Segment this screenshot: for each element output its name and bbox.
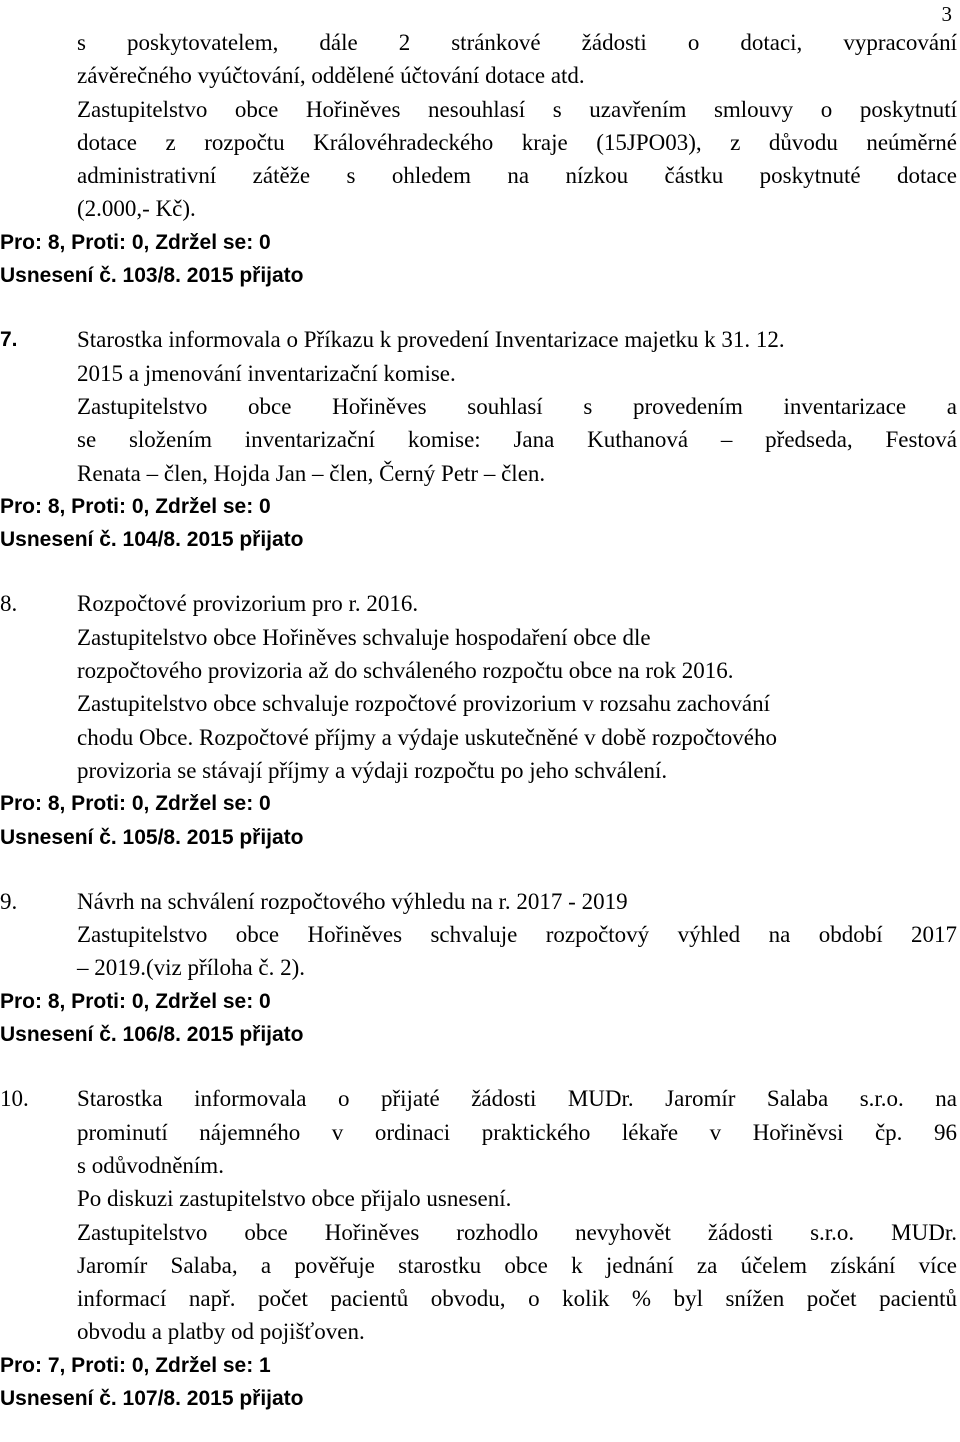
paragraph-line: s poskytovatelem, dále 2 stránkové žádosti o dotaci, vypracování bbox=[77, 30, 957, 55]
paragraph-line: se složením inventarizační komise: Jana Kuthanová – předseda, Festová bbox=[77, 427, 957, 453]
paragraph-line: chodu Obce. Rozpočtové příjmy a výdaje uskutečněné v době rozpočtového bbox=[77, 724, 777, 750]
paragraph-line: Po diskuzi zastupitelstvo obce přijalo usnesení. bbox=[77, 1186, 512, 1212]
paragraph-line: Jaromír Salaba, a pověřuje starostku obce k jednání za účelem získání více bbox=[77, 1252, 957, 1278]
title-text: Návrh na schválení rozpočtového výhledu na r. 2017 - 2019 bbox=[77, 888, 628, 914]
paragraph-line: Zastupitelstvo obce Hořiněves souhlasí s provedením inventarizace a bbox=[77, 393, 957, 419]
paragraph-line: obvodu a platby od pojišťoven. bbox=[77, 1319, 365, 1345]
resolution: Usnesení č. 105/8. 2015 přijato bbox=[0, 825, 304, 849]
agenda-item-number: 8. bbox=[0, 591, 18, 617]
document-body bbox=[0, 26, 957, 1415]
title-text: Rozpočtové provizorium pro r. 2016. bbox=[77, 591, 419, 617]
agenda-item-number: 7. bbox=[0, 328, 18, 352]
resolution: Usnesení č. 107/8. 2015 přijato bbox=[0, 1386, 304, 1410]
paragraph-line: Zastupitelstvo obce Hořiněves schvaluje hospodaření obce dle bbox=[77, 624, 651, 650]
paragraph-line: závěrečného vyúčtování, oddělené účtování dotace atd. bbox=[77, 63, 585, 89]
paragraph-line: rozpočtového provizoria až do schváleného rozpočtu obce na rok 2016. bbox=[77, 658, 734, 684]
paragraph-line: Zastupitelstvo obce Hořiněves schvaluje rozpočtový výhled na období 2017 bbox=[77, 922, 957, 948]
agenda-item-number: 10. bbox=[0, 1086, 29, 1112]
paragraph-line: Zastupitelstvo obce Hořiněves nesouhlasí s uzavřením smlouvy o poskytnutí bbox=[77, 96, 957, 122]
agenda-item-10 bbox=[0, 1082, 957, 1415]
paragraph-line: provizoria se stávají příjmy a výdaji rozpočtu po jeho schválení. bbox=[77, 757, 668, 783]
agenda-item-7 bbox=[0, 323, 957, 556]
agenda-item-number: 9. bbox=[0, 888, 18, 914]
agenda-item-title: 2015 a jmenování inventarizační komise. bbox=[77, 360, 456, 386]
vote-result: Pro: 7, Proti: 0, Zdržel se: 1 bbox=[0, 1353, 271, 1377]
paragraph-line: Zastupitelstvo obce schvaluje rozpočtové provizorium v rozsahu zachování bbox=[77, 691, 770, 717]
agenda-item-title bbox=[0, 1082, 957, 1115]
title-text: Starostka informovala o Příkazu k provedení Inventarizace majetku k 31. 12. bbox=[77, 327, 785, 353]
agenda-item-9 bbox=[0, 885, 957, 1051]
vote-result: Pro: 8, Proti: 0, Zdržel se: 0 bbox=[0, 230, 271, 254]
paragraph-line: Zastupitelstvo obce Hořiněves rozhodlo nevyhovět žádosti s.r.o. MUDr. bbox=[77, 1219, 957, 1245]
paragraph-line: (2.000,- Kč). bbox=[77, 196, 196, 222]
paragraph-line: Renata – člen, Hojda Jan – člen, Černý Petr – člen. bbox=[77, 460, 546, 486]
agenda-item-8 bbox=[0, 587, 957, 853]
resolution: Usnesení č. 103/8. 2015 přijato bbox=[0, 264, 304, 288]
resolution: Usnesení č. 106/8. 2015 přijato bbox=[0, 1023, 304, 1047]
agenda-item-title: prominutí nájemného v ordinaci praktického lékaře v Hořiněvsi čp. 96 bbox=[77, 1119, 957, 1145]
vote-result: Pro: 8, Proti: 0, Zdržel se: 0 bbox=[0, 989, 271, 1013]
agenda-item-title bbox=[0, 323, 957, 356]
vote-result: Pro: 8, Proti: 0, Zdržel se: 0 bbox=[0, 494, 271, 518]
agenda-item-title bbox=[0, 885, 957, 918]
page-number: 3 bbox=[941, 2, 952, 26]
agenda-item-title bbox=[0, 587, 957, 620]
resolution: Usnesení č. 104/8. 2015 přijato bbox=[0, 528, 304, 552]
paragraph-line: administrativní zátěže s ohledem na nízkou částku poskytnuté dotace bbox=[77, 163, 957, 189]
agenda-item-title: s odůvodněním. bbox=[77, 1152, 224, 1178]
vote-result: Pro: 8, Proti: 0, Zdržel se: 0 bbox=[0, 792, 271, 816]
paragraph-line: – 2019.(viz příloha č. 2). bbox=[77, 955, 306, 981]
title-text: Starostka informovala o přijaté žádosti MUDr. Jaromír Salaba s.r.o. na bbox=[77, 1086, 957, 1112]
paragraph-line: dotace z rozpočtu Královéhradeckého kraje (15JPO03), z důvodu neúměrné bbox=[77, 129, 957, 155]
paragraph-line: informací např. počet pacientů obvodu, o kolik % byl snížen počet pacientů bbox=[77, 1286, 957, 1312]
section-top bbox=[0, 26, 957, 292]
